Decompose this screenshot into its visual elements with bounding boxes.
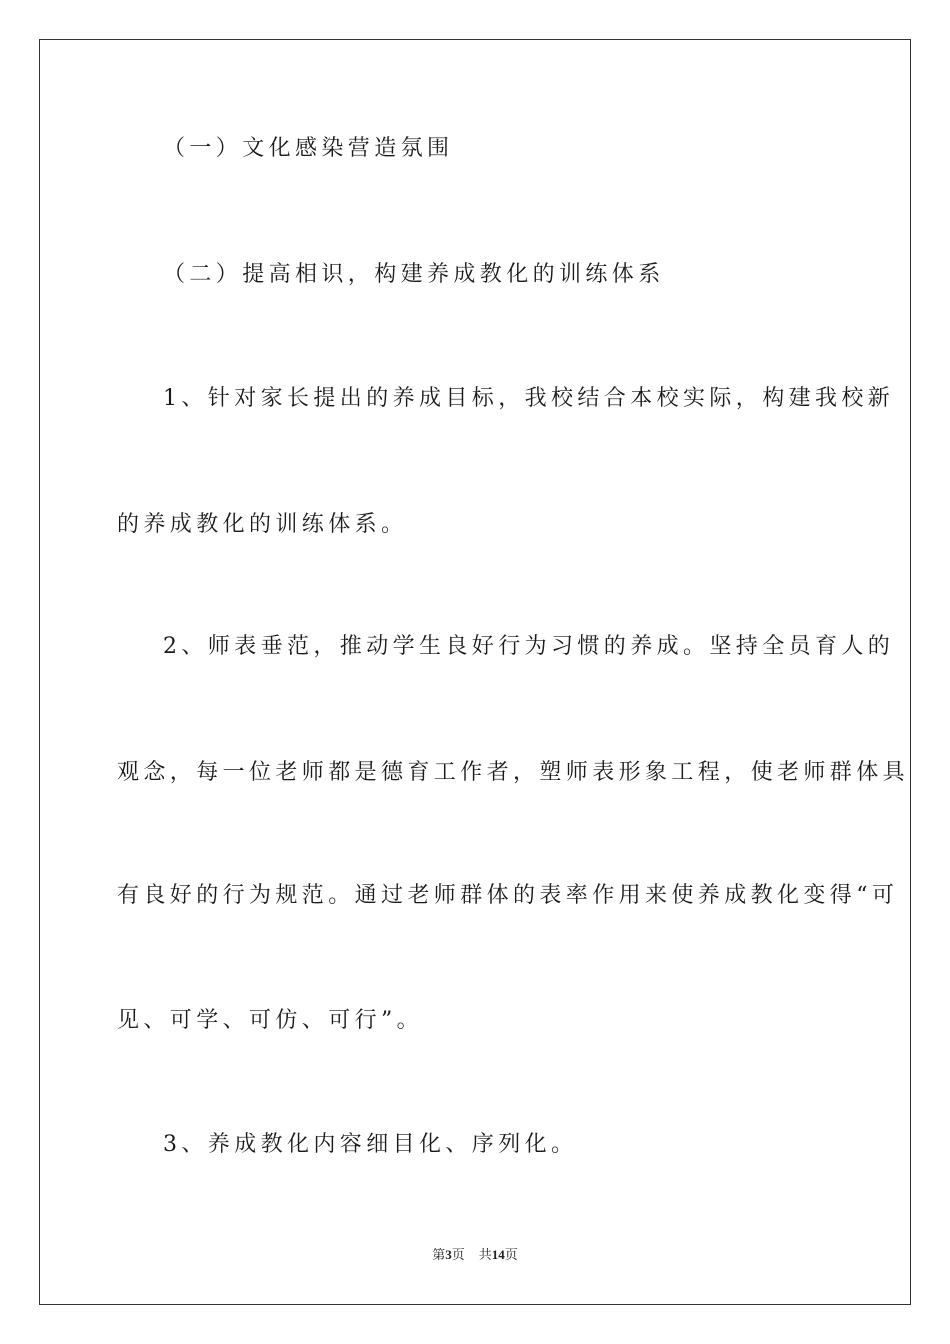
total-suffix: 页	[504, 1247, 518, 1262]
total-pages: 14	[491, 1247, 505, 1262]
heading-1: （一）文化感染营造氛围	[163, 136, 454, 161]
total-prefix: 共	[478, 1247, 492, 1262]
page-number: 3	[445, 1247, 452, 1262]
page-suffix: 页	[451, 1247, 465, 1262]
paragraph-1-line-1: 1、针对家长提出的养成目标，我校结合本校实际，构建我校新	[163, 386, 895, 411]
paragraph-2-line-3: 有良好的行为规范。通过老师群体的表率作用来使养成教化变得“可	[117, 883, 899, 908]
page-prefix: 第	[432, 1247, 446, 1262]
paragraph-2-line-4: 见、可学、可仿、可行”。	[117, 1008, 424, 1033]
heading-2: （二）提高相识，构建养成教化的训练体系	[163, 262, 665, 287]
page-footer	[0, 1246, 950, 1264]
paragraph-1-line-2: 的养成教化的训练体系。	[117, 512, 408, 537]
paragraph-2-line-2: 观念，每一位老师都是德育工作者，塑师表形象工程，使老师群体具	[117, 760, 910, 785]
page-border	[39, 39, 911, 1305]
paragraph-2-line-1: 2、师表垂范，推动学生良好行为习惯的养成。坚持全员育人的	[163, 634, 895, 659]
paragraph-3-line-1: 3、养成教化内容细目化、序列化。	[163, 1132, 578, 1157]
